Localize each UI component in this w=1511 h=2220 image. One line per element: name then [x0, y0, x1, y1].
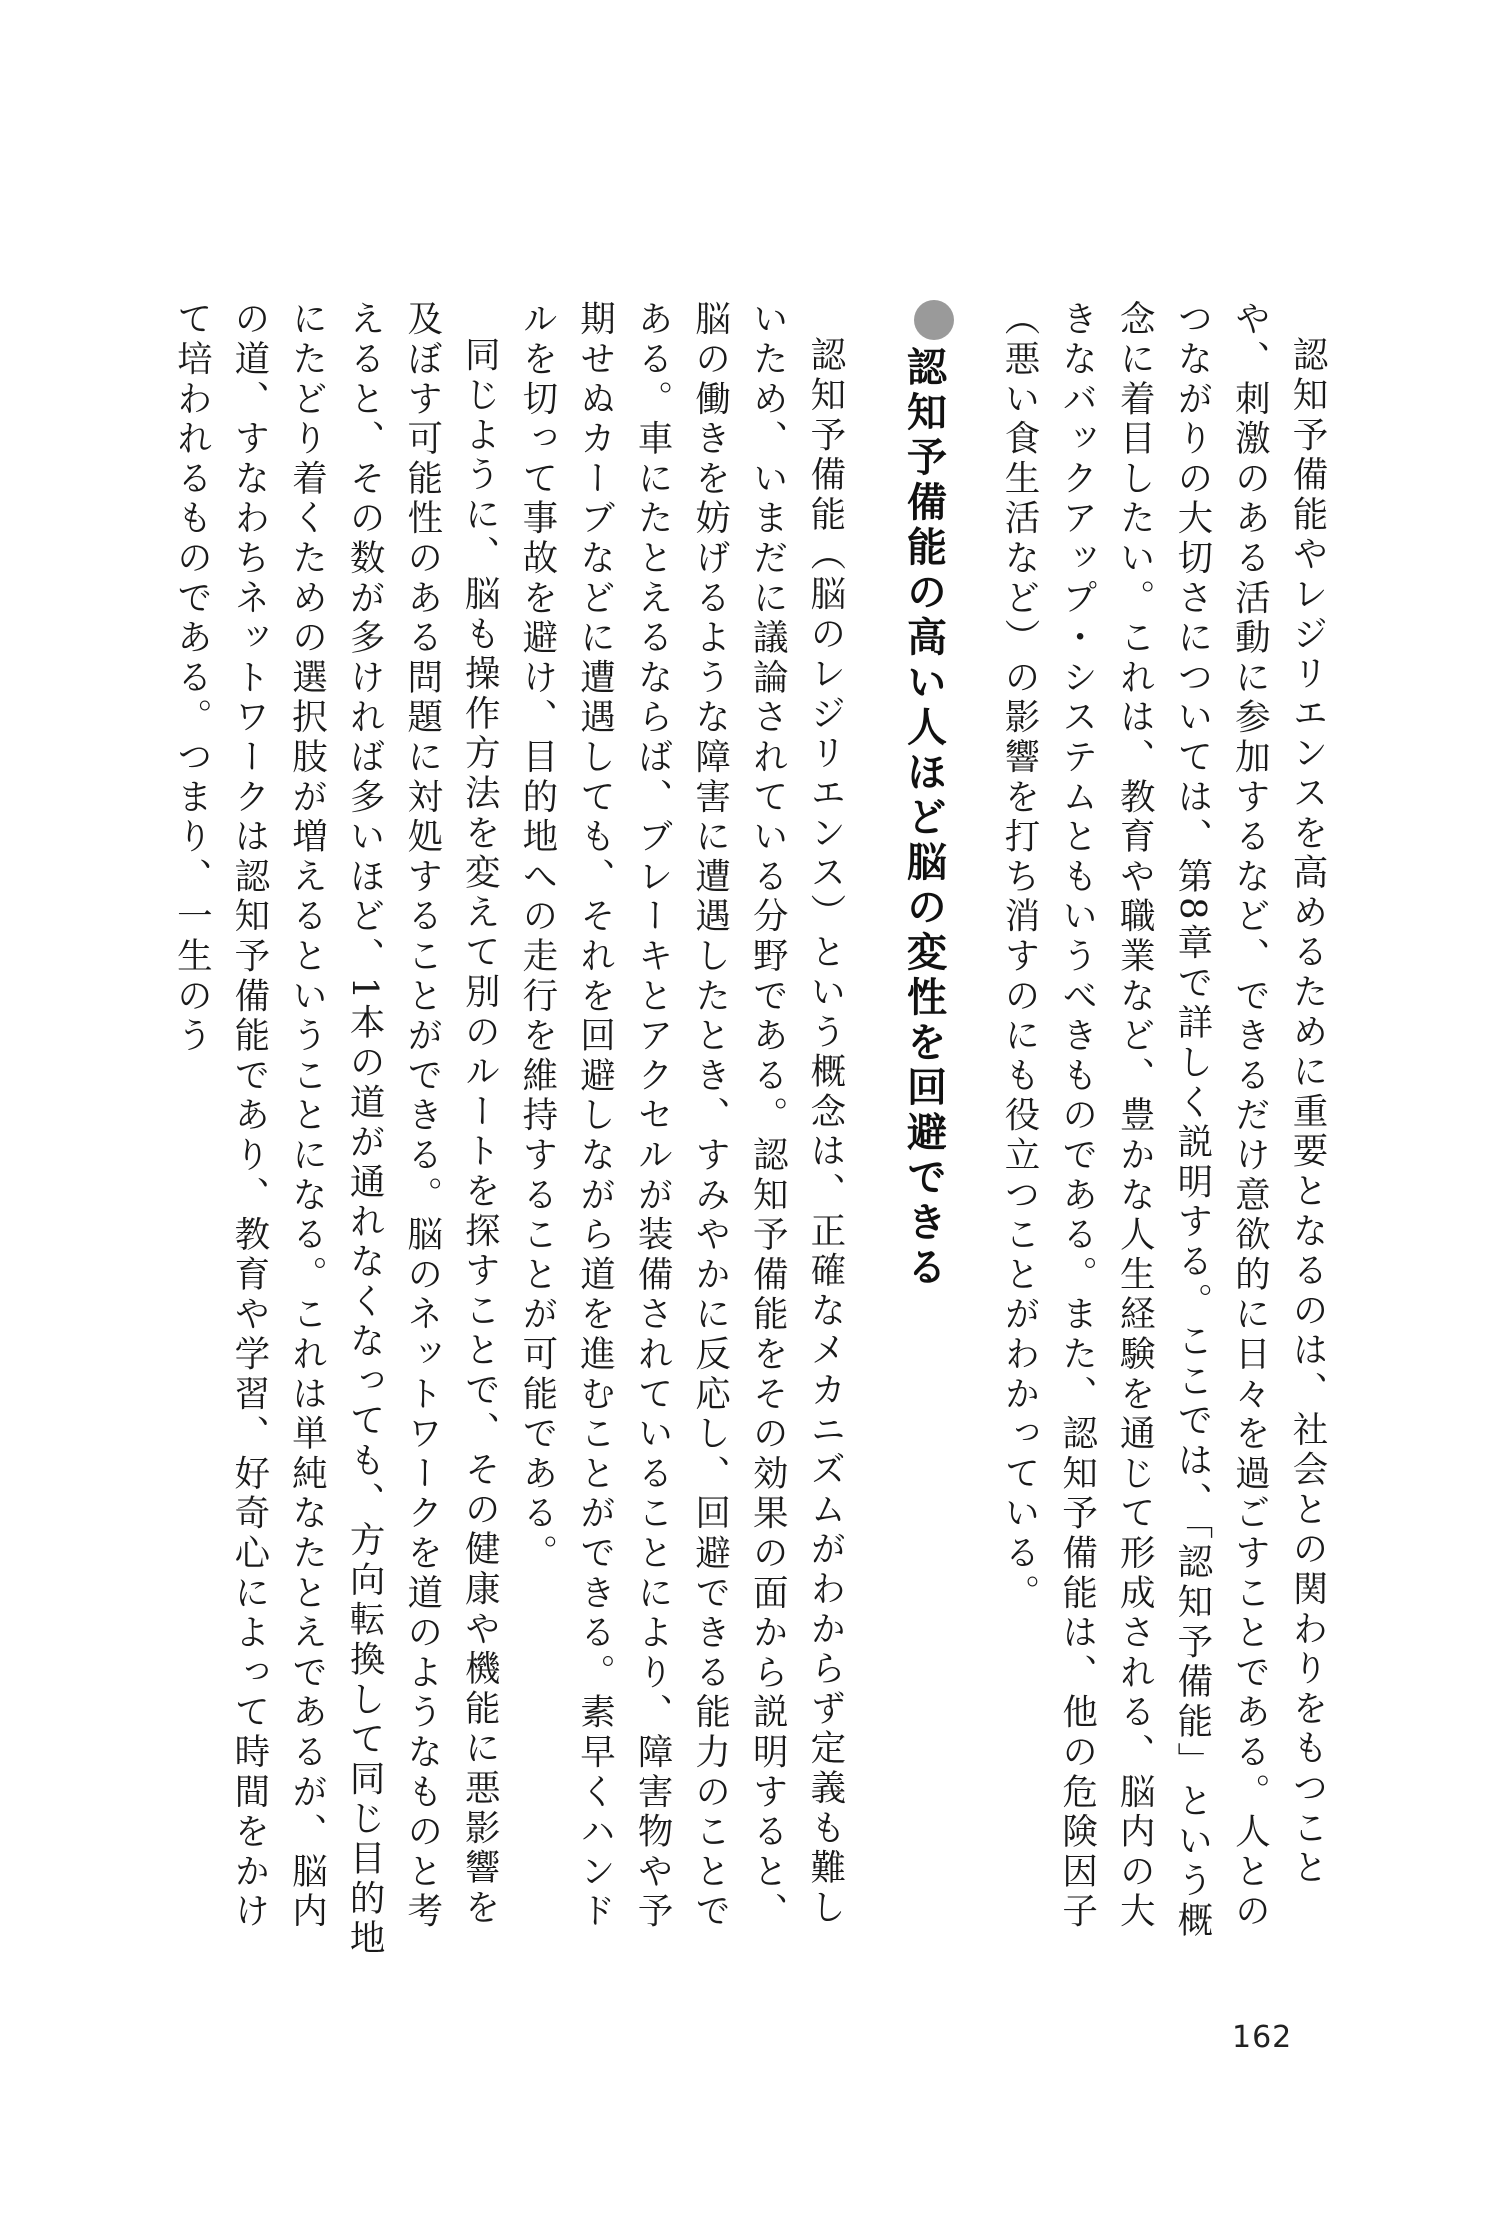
bullet-circle-icon: [914, 300, 954, 340]
body-text: [163, 300, 1336, 1960]
paragraph-intro: 認知予備能やレジリエンスを高めるために重要となるのは、社会との関わりをもつことや、刺激のある活動に参加するなど、できるだけ意欲的に日々を過ごすことである。人とのつながりの大切さについては、第8章で詳しく説明する。ここでは、「認知予備能」という概念に着目したい。これは、教育や職業など、豊かな人生経験を通じて形成される、脳内の大きなバックアップ・システムともいうべきものである。また、認知予備能は、他の危険因子（悪い食生活など）の影響を打ち消すのにも役立つことがわかっている。: [999, 300, 1328, 1941]
paragraph-brain-routes: 同じように、脳も操作方法を変えて別のルートを探すことで、その健康や機能に悪影響を及ぼす可能性のある問題に対処することができる。脳のネットワークを道のようなものと考えると、その数が多ければ多いほど、1本の道が通れなくなっても、方向転換して同じ目的地にたどり着くための選択肢が増えるということになる。これは単純なたとえであるが、脳内の道、すなわちネットワークは認知予備能であり、教育や学習、好奇心によって時間をかけて培われるものである。つまり、一生のう: [171, 300, 501, 1959]
paragraph-cognitive-reserve: 認知予備能（脳のレジリエンス）という概念は、正確なメカニズムがわからず定義も難しいため、いまだに議論されている分野である。認知予備能をその効果の面から説明すると、脳の働きを妨げるような障害に遭遇したとき、すみやかに反応し、回避できる能力のことである。車にたとえるならば、ブレーキとアクセルが装備されていることにより、障害物や予期せぬカーブなどに遭遇しても、それを回避しながら道を進むことができる。素早くハンドルを切って事故を避け、目的地への走行を維持することが可能である。: [516, 300, 846, 1932]
section-heading-text: 認知予備能の高い人ほど脳の変性を回避できる: [900, 346, 947, 1291]
page-number: 162: [1232, 2020, 1293, 2055]
section-heading: [894, 300, 955, 1960]
